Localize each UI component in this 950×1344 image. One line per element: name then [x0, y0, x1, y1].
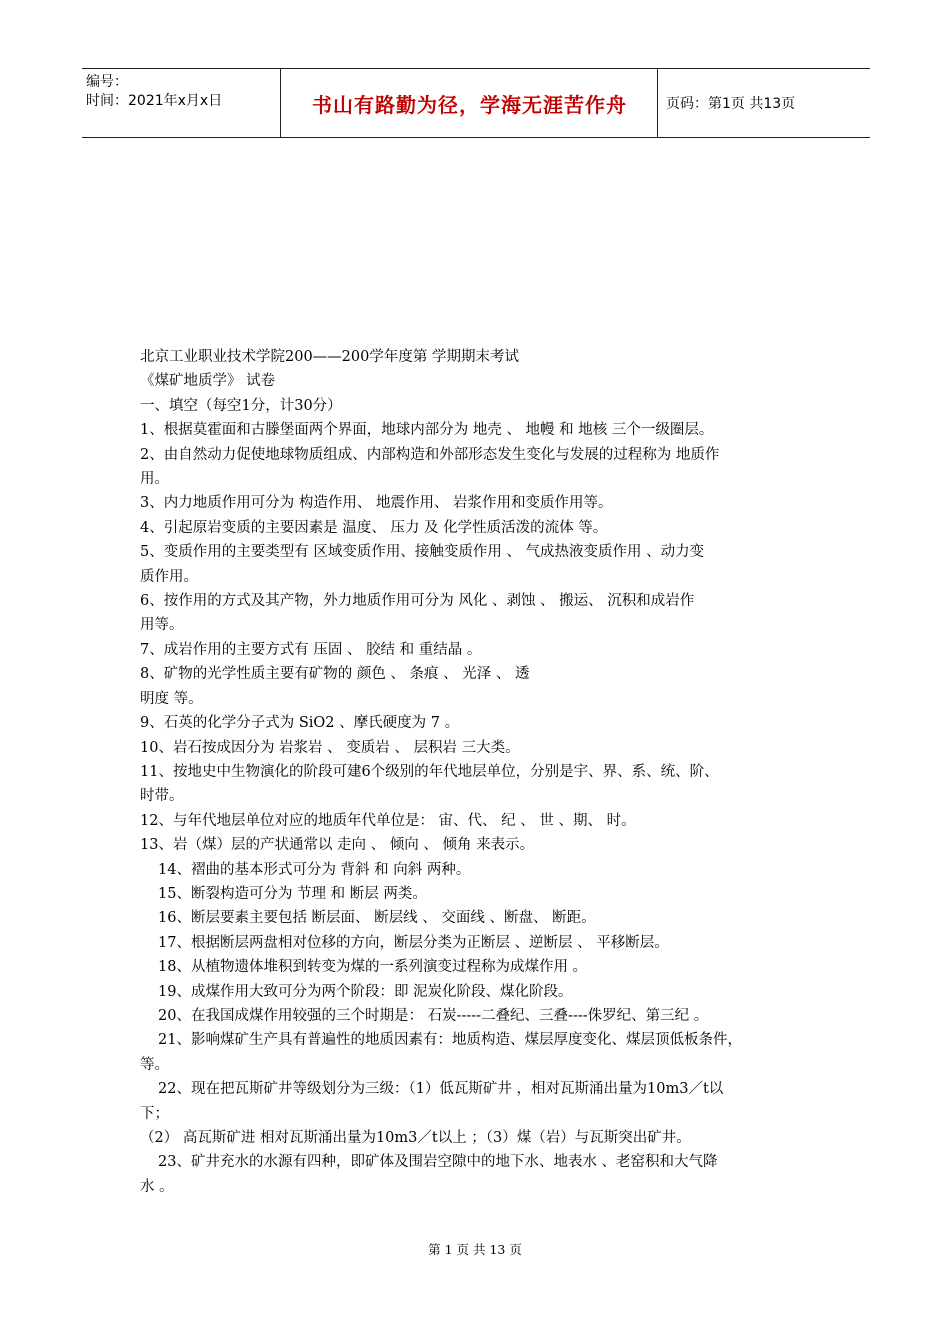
question-line: 2、由自然动力促使地球物质组成、内部构造和外部形态发生变化与发展的过程称为 地质作 — [140, 446, 720, 463]
header-left-cell — [82, 69, 281, 137]
question-line: 23、矿井充水的水源有四种，即矿体及围岩空隙中的地下水、地表水 、老窑积和大气降 — [158, 1154, 718, 1171]
question-line: 10、岩石按成因分为 岩浆岩 、 变质岩 、 层积岩 三大类。 — [140, 739, 520, 756]
question-line: 14、褶曲的基本形式可分为 背斜 和 向斜 两种。 — [158, 861, 471, 878]
question-line: 明度 等。 — [140, 690, 203, 707]
motto: 书山有路勤为径，学海无涯苦作舟 — [282, 69, 658, 137]
question-line: 18、从植物遗体堆积到转变为煤的一系列演变过程称为成煤作用 。 — [158, 959, 588, 976]
question-line: 5、变质作用的主要类型有 区域变质作用、接触变质作用 、 气成热液变质作用 、动力变 — [140, 544, 705, 561]
exam-title: 北京工业职业技术学院200——200学年度第 学期期末考试 — [140, 349, 519, 365]
question-line: 16、断层要素主要包括 断层面、 断层线 、 交面线 、断盘、 断距。 — [158, 910, 596, 927]
question-line: （2） 高瓦斯矿进 相对瓦斯涌出量为10m3／t以上 ；（3）煤（岩）与瓦斯突出矿井。 — [140, 1130, 691, 1146]
number-label: 编号： — [86, 74, 128, 90]
question-line: 3、内力地质作用可分为 构造作用、 地震作用、 岩浆作用和变质作用等。 — [140, 495, 613, 512]
question-line: 11、按地史中生物演化的阶段可建6个级别的年代地层单位，分别是宇、界、系、统、阶、 — [140, 763, 719, 780]
section-heading: 一、填空（每空1分，计30分） — [140, 397, 342, 414]
question-line: 21、影响煤矿生产具有普遍性的地质因素有：地质构造、煤层厚度变化、煤层顶低板条件， — [158, 1032, 742, 1049]
question-line: 12、与年代地层单位对应的地质年代单位是： 宙、代、 纪 、 世 、期、 时。 — [140, 812, 636, 829]
page-footer: 第 1 页 共 13 页 — [428, 1242, 522, 1257]
question-line: 4、引起原岩变质的主要因素是 温度、 压力 及 化学性质活泼的流体 等。 — [140, 519, 608, 536]
question-line: 用等。 — [140, 617, 184, 634]
question-line: 水 。 — [140, 1178, 174, 1195]
page-info: 页码：第1页 共13页 — [666, 96, 796, 112]
question-line: 等。 — [140, 1056, 169, 1073]
question-line: 用。 — [140, 471, 169, 488]
date-label: 时间：2021年x月x日 — [86, 93, 223, 109]
question-line: 9、石英的化学分子式为 SiO2 、摩氏硬度为 7 。 — [140, 715, 460, 732]
question-line: 22、现在把瓦斯矿井等级划分为三级：（1）低瓦斯矿井 ，相对瓦斯涌出量为10m3／t以 — [158, 1081, 724, 1098]
question-line: 13、岩（煤）层的产状通常以 走向 、 倾向 、 倾角 来表示。 — [140, 837, 535, 854]
question-line: 19、成煤作用大致可分为两个阶段：即 泥炭化阶段、煤化阶段。 — [158, 983, 573, 1000]
question-line: 6、按作用的方式及其产物，外力地质作用可分为 风化 、剥蚀 、 搬运、 沉积和成岩作 — [140, 593, 695, 610]
question-line: 时带。 — [140, 788, 184, 805]
question-line: 质作用。 — [140, 568, 198, 585]
question-line: 8、矿物的光学性质主要有矿物的 颜色 、 条痕 、 光泽 、 透 — [140, 666, 530, 683]
question-line: 下； — [140, 1105, 169, 1122]
question-line: 17、根据断层两盘相对位移的方向，断层分类为正断层 、逆断层 、 平移断层。 — [158, 934, 669, 951]
question-line: 1、根据莫霍面和古滕堡面两个界面，地球内部分为 地壳 、 地幔 和 地核 三个一级圈层。 — [140, 422, 714, 439]
document-header — [82, 68, 870, 138]
exam-subtitle: 《煤矿地质学》 试卷 — [140, 373, 276, 390]
document-body — [140, 345, 820, 1199]
question-line: 15、断裂构造可分为 节理 和 断层 两类。 — [158, 885, 427, 902]
question-line: 7、成岩作用的主要方式有 压固 、 胶结 和 重结晶 。 — [140, 641, 482, 658]
question-line: 20、在我国成煤作用较强的三个时期是： 石炭-----二叠纪、三叠----侏罗纪、第三纪 。 — [158, 1007, 709, 1024]
